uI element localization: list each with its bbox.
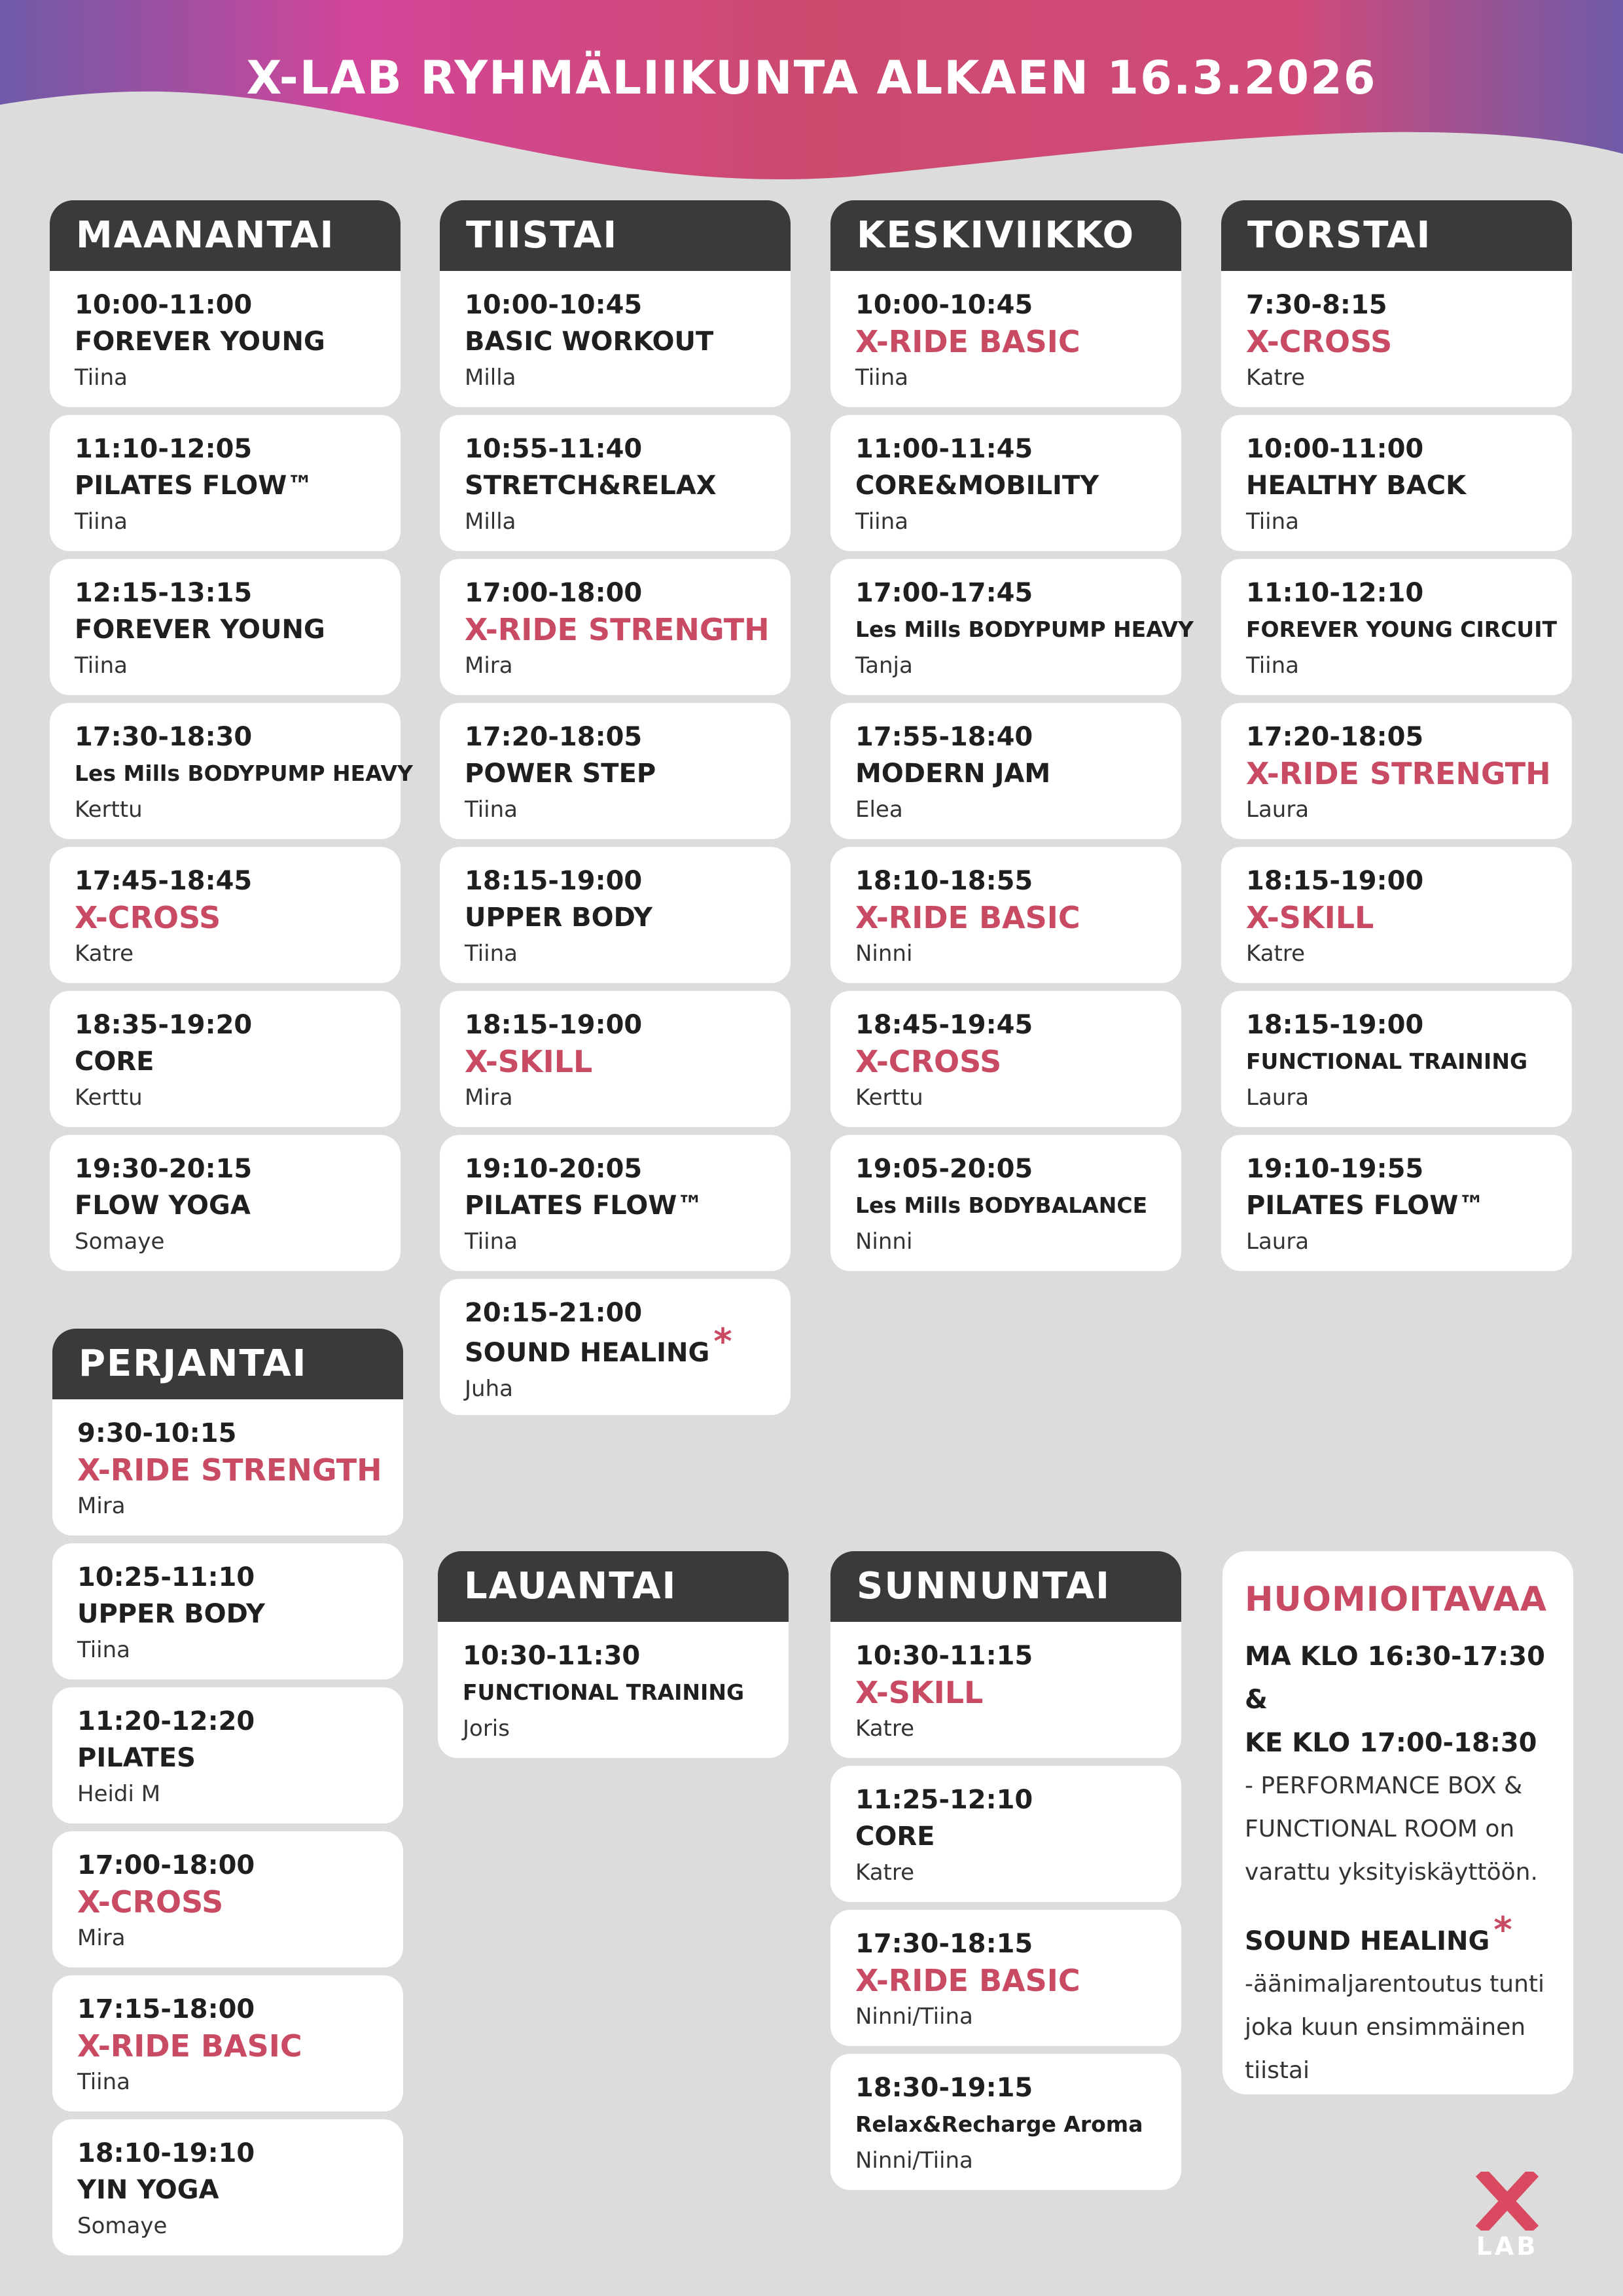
class-time: 11:00-11:45 (855, 434, 1033, 464)
asterisk-icon: * (713, 1321, 732, 1362)
class-card (52, 1975, 403, 2111)
class-name-text: Les Mills BODYPUMP HEAVY (855, 617, 1194, 642)
class-card (440, 271, 791, 407)
class-time: 17:15-18:00 (77, 1994, 255, 2024)
class-card (830, 559, 1194, 695)
class-instructor: Kerttu (75, 1085, 143, 1111)
class-card (50, 1135, 401, 1271)
class-card (830, 991, 1181, 1127)
class-instructor: Katre (75, 941, 134, 967)
class-name (77, 1594, 381, 1634)
class-time: 18:15-19:00 (465, 866, 643, 896)
class-name-text: PILATES (77, 1743, 196, 1773)
class-card (830, 1135, 1181, 1271)
class-time: 17:30-18:15 (855, 1929, 1033, 1959)
class-name (855, 1673, 1159, 1712)
class-instructor: Tiina (465, 941, 518, 967)
day-column-maanantai (50, 200, 413, 1279)
class-name-text: BASIC WORKOUT (465, 327, 714, 357)
class-name (1246, 466, 1550, 505)
notice-text-2: FUNCTIONAL ROOM on (1245, 1816, 1515, 1842)
class-instructor: Tiina (77, 2069, 130, 2095)
class-card (830, 1766, 1181, 1902)
notice-time-2: KE KLO 17:00-18:30 (1245, 1728, 1537, 1758)
class-card (1221, 1135, 1572, 1271)
class-time: 10:00-11:00 (1246, 434, 1424, 464)
class-card (440, 991, 791, 1127)
class-instructor: Ninni (855, 1229, 913, 1255)
class-card (438, 1622, 789, 1758)
class-name-text: HEALTHY BACK (1246, 471, 1467, 501)
class-instructor: Tiina (465, 1229, 518, 1255)
class-name (855, 1186, 1159, 1225)
class-name-text: Relax&Recharge Aroma (855, 2111, 1143, 2137)
class-instructor: Laura (1246, 1229, 1310, 1255)
class-card (52, 1399, 403, 1535)
class-name (465, 1186, 768, 1225)
class-name (75, 610, 378, 649)
class-name (77, 2170, 381, 2210)
class-card (50, 847, 401, 983)
class-name-text: MODERN JAM (855, 759, 1051, 789)
x-logo-icon (1476, 2172, 1539, 2231)
class-card (50, 991, 401, 1127)
class-instructor: Ninni/Tiina (855, 2003, 973, 2030)
class-name (465, 466, 768, 505)
class-instructor: Mira (77, 1493, 126, 1519)
class-name (75, 898, 378, 937)
class-instructor: Joris (463, 1715, 510, 1742)
class-name-text: X-CROSS (75, 900, 221, 935)
class-name (75, 466, 378, 505)
class-name (465, 322, 768, 361)
class-name (77, 1738, 381, 1778)
class-name-text: Les Mills BODYBALANCE (855, 1193, 1148, 1218)
logo-text: LAB (1476, 2232, 1539, 2261)
class-card (830, 271, 1181, 407)
class-card (52, 1543, 403, 1679)
class-name-text: X-SKILL (465, 1044, 593, 1079)
class-instructor: Kerttu (75, 797, 143, 823)
class-name (75, 1186, 378, 1225)
class-instructor: Katre (1246, 941, 1306, 967)
class-card (1221, 847, 1572, 983)
class-name-text: X-RIDE BASIC (855, 324, 1080, 359)
class-instructor: Katre (1246, 365, 1306, 391)
day-column-sunnuntai (830, 1551, 1181, 2198)
class-name (855, 1817, 1159, 1856)
class-name (855, 322, 1159, 361)
day-header: MAANANTAI (50, 200, 401, 271)
class-card (1221, 703, 1572, 839)
class-instructor: Tiina (855, 365, 908, 391)
sound-text-3: tiistai (1245, 2057, 1310, 2084)
class-card (1221, 415, 1572, 551)
class-card (440, 703, 791, 839)
class-time: 19:10-20:05 (465, 1154, 643, 1184)
class-instructor: Juha (465, 1376, 513, 1402)
class-name-text: X-RIDE STRENGTH (465, 612, 770, 647)
class-card (440, 847, 791, 983)
class-name (75, 322, 378, 361)
class-instructor: Tiina (855, 509, 908, 535)
class-name (1246, 898, 1550, 937)
day-column-perjantai (52, 1329, 403, 2263)
class-name (463, 1673, 766, 1712)
class-card (52, 1831, 403, 1967)
sound-healing-label: SOUND HEALING (1245, 1926, 1490, 1956)
class-name-text: UPPER BODY (77, 1599, 265, 1629)
class-instructor: Milla (465, 365, 516, 391)
sound-text-2: joka kuun ensimmäinen (1245, 2014, 1526, 2041)
class-instructor: Tiina (75, 365, 128, 391)
class-time: 18:15-19:00 (465, 1010, 643, 1040)
class-card (830, 1910, 1181, 2046)
page-title: X-LAB RYHMÄLIIKUNTA ALKAEN 16.3.2026 (246, 51, 1377, 105)
class-name (1246, 1042, 1550, 1081)
class-instructor: Elea (855, 797, 903, 823)
class-name (855, 610, 1194, 649)
class-instructor: Mira (465, 1085, 513, 1111)
class-instructor: Kerttu (855, 1085, 923, 1111)
class-name (855, 466, 1159, 505)
class-time: 18:15-19:00 (1246, 866, 1424, 896)
class-name-text: X-RIDE STRENGTH (1246, 756, 1551, 791)
class-name (855, 1042, 1159, 1081)
class-time: 10:00-11:00 (75, 290, 253, 320)
class-time: 19:10-19:55 (1246, 1154, 1424, 1184)
class-name (855, 754, 1159, 793)
class-card (50, 703, 413, 839)
class-time: 10:55-11:40 (465, 434, 643, 464)
class-time: 18:45-19:45 (855, 1010, 1033, 1040)
asterisk-icon: * (1493, 1909, 1512, 1950)
class-name-text: FUNCTIONAL TRAINING (1246, 1049, 1528, 1074)
class-card (1221, 271, 1572, 407)
class-name (1246, 754, 1550, 793)
class-time: 7:30-8:15 (1246, 290, 1387, 320)
class-time: 17:45-18:45 (75, 866, 253, 896)
class-card (440, 1279, 791, 1415)
class-name (855, 898, 1159, 937)
class-card (830, 415, 1181, 551)
class-card (440, 415, 791, 551)
class-name (1246, 610, 1558, 649)
class-name-text: X-RIDE BASIC (77, 2028, 302, 2064)
day-column-torstai (1221, 200, 1572, 1279)
class-time: 12:15-13:15 (75, 578, 253, 608)
class-card (52, 1687, 403, 1823)
class-time: 11:25-12:10 (855, 1785, 1033, 1815)
class-instructor: Ninni (855, 941, 913, 967)
class-instructor: Mira (465, 653, 513, 679)
class-time: 10:00-10:45 (465, 290, 643, 320)
day-header: TORSTAI (1221, 200, 1572, 271)
class-time: 18:10-18:55 (855, 866, 1033, 896)
class-name-text: FOREVER YOUNG (75, 327, 325, 357)
class-name (77, 1882, 381, 1922)
class-name-text: X-CROSS (855, 1044, 1002, 1079)
class-instructor: Tiina (77, 1637, 130, 1663)
notice-time-1: MA KLO 16:30-17:30 & (1245, 1641, 1545, 1715)
class-name-text: X-RIDE STRENGTH (77, 1452, 382, 1488)
class-instructor: Ninni/Tiina (855, 2147, 973, 2174)
day-header: PERJANTAI (52, 1329, 403, 1399)
xlab-logo (1476, 2172, 1539, 2263)
class-name-text: X-CROSS (77, 1884, 224, 1920)
notice-text-3: varattu yksityiskäyttöön. (1245, 1859, 1538, 1886)
class-instructor: Laura (1246, 797, 1310, 823)
notice-text-1: - PERFORMANCE BOX & (1245, 1772, 1523, 1799)
class-time: 17:20-18:05 (1246, 722, 1424, 752)
class-name-text: POWER STEP (465, 759, 656, 789)
class-card (830, 703, 1181, 839)
day-header: LAUANTAI (438, 1551, 789, 1622)
class-time: 10:30-11:15 (855, 1641, 1033, 1671)
class-time: 18:35-19:20 (75, 1010, 253, 1040)
class-time: 11:10-12:05 (75, 434, 253, 464)
class-name (77, 1450, 381, 1490)
class-time: 17:55-18:40 (855, 722, 1033, 752)
class-name-text: X-RIDE BASIC (855, 1963, 1080, 1998)
page-header (0, 0, 1623, 196)
sound-healing-title (1245, 1909, 1551, 1963)
class-time: 17:00-18:00 (465, 578, 643, 608)
class-card (830, 2054, 1181, 2190)
class-instructor: Somaye (75, 1229, 165, 1255)
class-instructor: Tanja (855, 653, 913, 679)
class-time: 18:10-19:10 (77, 2138, 255, 2168)
class-name-text: X-CROSS (1246, 324, 1393, 359)
class-time: 18:15-19:00 (1246, 1010, 1424, 1040)
class-instructor: Somaye (77, 2213, 168, 2239)
class-name (465, 1042, 768, 1081)
class-name-text: X-SKILL (855, 1675, 984, 1710)
day-header: KESKIVIIKKO (830, 200, 1181, 271)
class-name (465, 898, 768, 937)
class-card (1221, 991, 1572, 1127)
sound-text-1: -äänimaljarentoutus tunti (1245, 1971, 1545, 1998)
class-name-text: X-RIDE BASIC (855, 900, 1080, 935)
class-name (1246, 1186, 1550, 1225)
class-name (1246, 322, 1550, 361)
class-name (75, 1042, 378, 1081)
class-instructor: Tiina (75, 653, 128, 679)
class-time: 18:30-19:15 (855, 2073, 1033, 2103)
notice-card (1222, 1551, 1573, 2094)
class-name (77, 2026, 381, 2066)
class-name-text: CORE&MOBILITY (855, 471, 1099, 501)
class-name-text: PILATES FLOW™ (75, 471, 313, 501)
class-card (52, 2119, 403, 2255)
class-time: 10:25-11:10 (77, 1562, 255, 1592)
class-time: 20:15-21:00 (465, 1298, 643, 1328)
class-name-text: X-SKILL (1246, 900, 1374, 935)
class-name-text: PILATES FLOW™ (465, 1191, 704, 1221)
class-time: 19:30-20:15 (75, 1154, 253, 1184)
class-instructor: Tiina (1246, 653, 1299, 679)
class-instructor: Milla (465, 509, 516, 535)
class-card (50, 415, 401, 551)
class-instructor: Katre (855, 1715, 915, 1742)
class-name (855, 1961, 1159, 2000)
class-time: 10:30-11:30 (463, 1641, 641, 1671)
class-name-text: SOUND HEALING (465, 1338, 710, 1368)
class-card (830, 847, 1181, 983)
class-card (440, 1135, 791, 1271)
class-name-text: YIN YOGA (77, 2175, 219, 2205)
class-name-text: PILATES FLOW™ (1246, 1191, 1485, 1221)
class-card (50, 559, 401, 695)
class-name-text: UPPER BODY (465, 903, 652, 933)
class-name-text: FOREVER YOUNG (75, 615, 325, 645)
class-instructor: Tiina (75, 509, 128, 535)
day-header: TIISTAI (440, 200, 791, 271)
class-name-text: CORE (75, 1047, 154, 1077)
class-time: 9:30-10:15 (77, 1418, 237, 1448)
class-name-text: FUNCTIONAL TRAINING (463, 1679, 745, 1705)
class-name-text: STRETCH&RELAX (465, 471, 717, 501)
class-name (75, 754, 413, 793)
day-column-tiistai (440, 200, 791, 1423)
class-time: 10:00-10:45 (855, 290, 1033, 320)
class-instructor: Mira (77, 1925, 126, 1951)
class-name-text: FLOW YOGA (75, 1191, 251, 1221)
class-time: 11:10-12:10 (1246, 578, 1424, 608)
class-instructor: Tiina (465, 797, 518, 823)
class-name (855, 2105, 1159, 2144)
class-name (465, 610, 768, 649)
class-instructor: Tiina (1246, 509, 1299, 535)
class-instructor: Heidi M (77, 1781, 161, 1807)
class-time: 17:00-18:00 (77, 1850, 255, 1880)
class-instructor: Katre (855, 1859, 915, 1886)
class-card (1221, 559, 1572, 695)
class-time: 11:20-12:20 (77, 1706, 255, 1736)
class-time: 17:00-17:45 (855, 578, 1033, 608)
day-column-keskiviikko (830, 200, 1194, 1279)
class-name (465, 1321, 768, 1372)
class-name (465, 754, 768, 793)
class-name-text: CORE (855, 1821, 935, 1852)
class-name-text: Les Mills BODYPUMP HEAVY (75, 761, 413, 786)
notice-title: HUOMIOITAVAA (1245, 1580, 1547, 1619)
class-card (440, 559, 791, 695)
class-card (50, 271, 401, 407)
class-name-text: FOREVER YOUNG CIRCUIT (1246, 617, 1558, 642)
class-instructor: Laura (1246, 1085, 1310, 1111)
class-card (830, 1622, 1181, 1758)
class-time: 17:20-18:05 (465, 722, 643, 752)
day-column-lauantai (438, 1551, 789, 1766)
class-time: 19:05-20:05 (855, 1154, 1033, 1184)
day-header: SUNNUNTAI (830, 1551, 1181, 1622)
class-time: 17:30-18:30 (75, 722, 253, 752)
